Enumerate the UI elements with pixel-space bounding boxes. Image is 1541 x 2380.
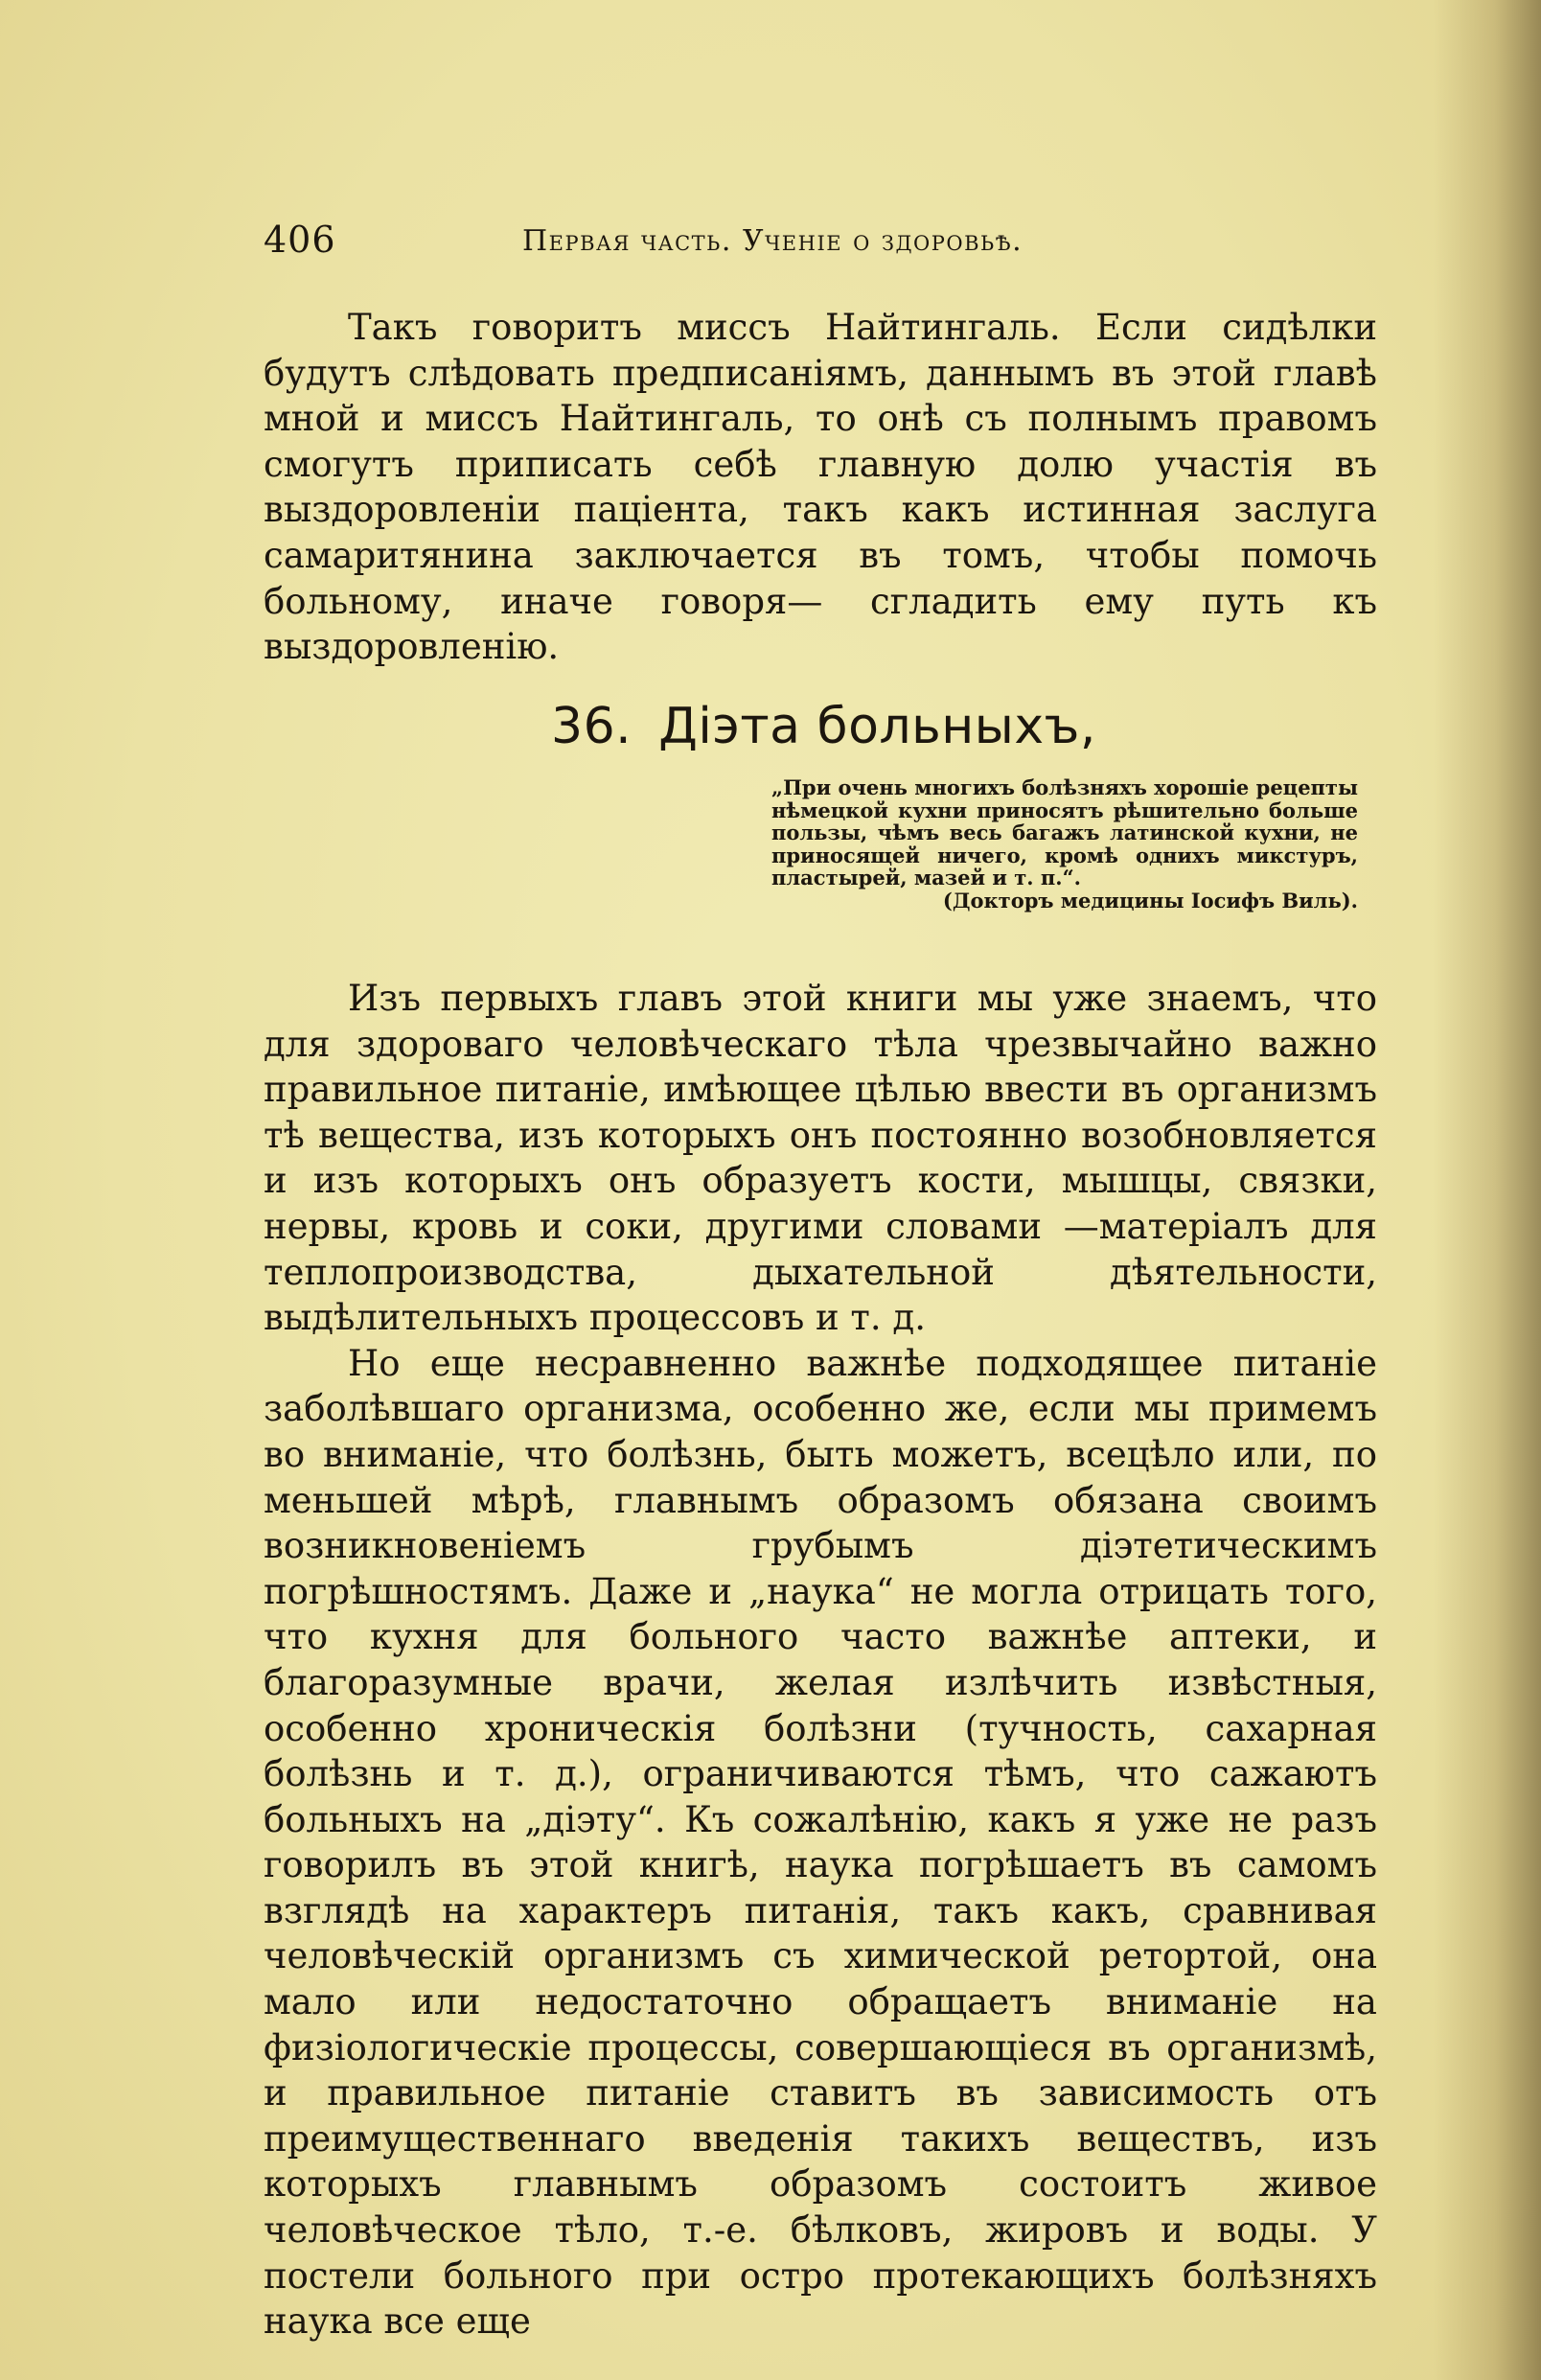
intro-paragraph: Такъ говоритъ миссъ Найтингаль. Если сидѣлки будутъ слѣдовать предписаніямъ, даннымъ въ этой главѣ мной и миссъ Найтингаль, то онѣ съ полнымъ правомъ смогутъ приписать себѣ главную долю участія въ выздоровленіи паціента, такъ какъ истинная заслуга самаритянина заключается въ томъ, чтобы помочь больному, иначе говоря— сгладить ему путь къ выздоровленію. (264, 307, 1377, 668)
epigraph (771, 776, 1358, 913)
section-heading (551, 698, 1222, 755)
page-number: 406 (264, 219, 336, 261)
paragraph: Но еще несравненно важнѣе подходящее питаніе заболѣвшаго организма, особенно же, если мы примемъ во вниманіе, что болѣзнь, быть можетъ, всецѣло или, по меньшей мѣрѣ, главнымъ образомъ обязана своимъ возникновеніемъ грубымъ діэтетическимъ погрѣшностямъ. Даже и „наука“ не могла отрицать того, что кухня для больного часто важнѣе аптеки, и благоразумные врачи, желая излѣчить извѣстныя, особенно хроническія болѣзни (тучность, сахарная болѣзнь и т. д.), ограничиваются тѣмъ, что сажаютъ больныхъ на „діэту“. Къ сожалѣнію, какъ я уже не разъ говорилъ въ этой книгѣ, наука погрѣшаетъ въ самомъ взглядѣ на характеръ питанія, такъ какъ, сравнивая человѣческій организмъ съ химической ретортой, она мало или недостаточно обращаетъ вниманіе на физіологическіе процессы, совершающіеся въ организмѣ, и правильное питаніе ставитъ въ зависимость отъ преимущественнаго введенія такихъ веществъ, изъ которыхъ главнымъ образомъ состоитъ живое человѣческое тѣло, т.-е. бѣлковъ, жировъ и воды. У постели больного при остро протекающихъ болѣзняхъ наука все еще (264, 1342, 1377, 2343)
epigraph-attribution: (Докторъ медицины Іосифъ Виль). (942, 888, 1358, 913)
paragraph: Изъ первыхъ главъ этой книги мы уже знаемъ, что для здороваго человѣческаго тѣла чрезвычайно важно правильное питаніе, имѣющее цѣлью ввести въ организмъ тѣ вещества, изъ которыхъ онъ постоянно возобновляется и изъ которыхъ онъ образуетъ кости, мышцы, связки, нервы, кровь и соки, другими словами —матеріалъ для теплопроизводства, дыхательной дѣятельности, выдѣлительныхъ процессовъ и т. д. (264, 978, 1377, 1339)
main-text (264, 976, 1377, 2345)
section-title: Діэта больныхъ, (658, 698, 1096, 755)
epigraph-text: „При очень многихъ болѣзняхъ хорошіе рецепты нѣмецкой кухни приносятъ рѣшительно больше пользы, чѣмъ весь багажъ латинской кухни, не приносящей ничего, кромѣ однихъ микстуръ, пластырей, мазей и т. п.“. (771, 775, 1358, 890)
intro-text (264, 305, 1377, 670)
running-head: Первая часть. Ученіе о здоровьѣ. (522, 224, 1024, 258)
section-number: 36. (551, 698, 632, 755)
page-header (264, 219, 1394, 266)
